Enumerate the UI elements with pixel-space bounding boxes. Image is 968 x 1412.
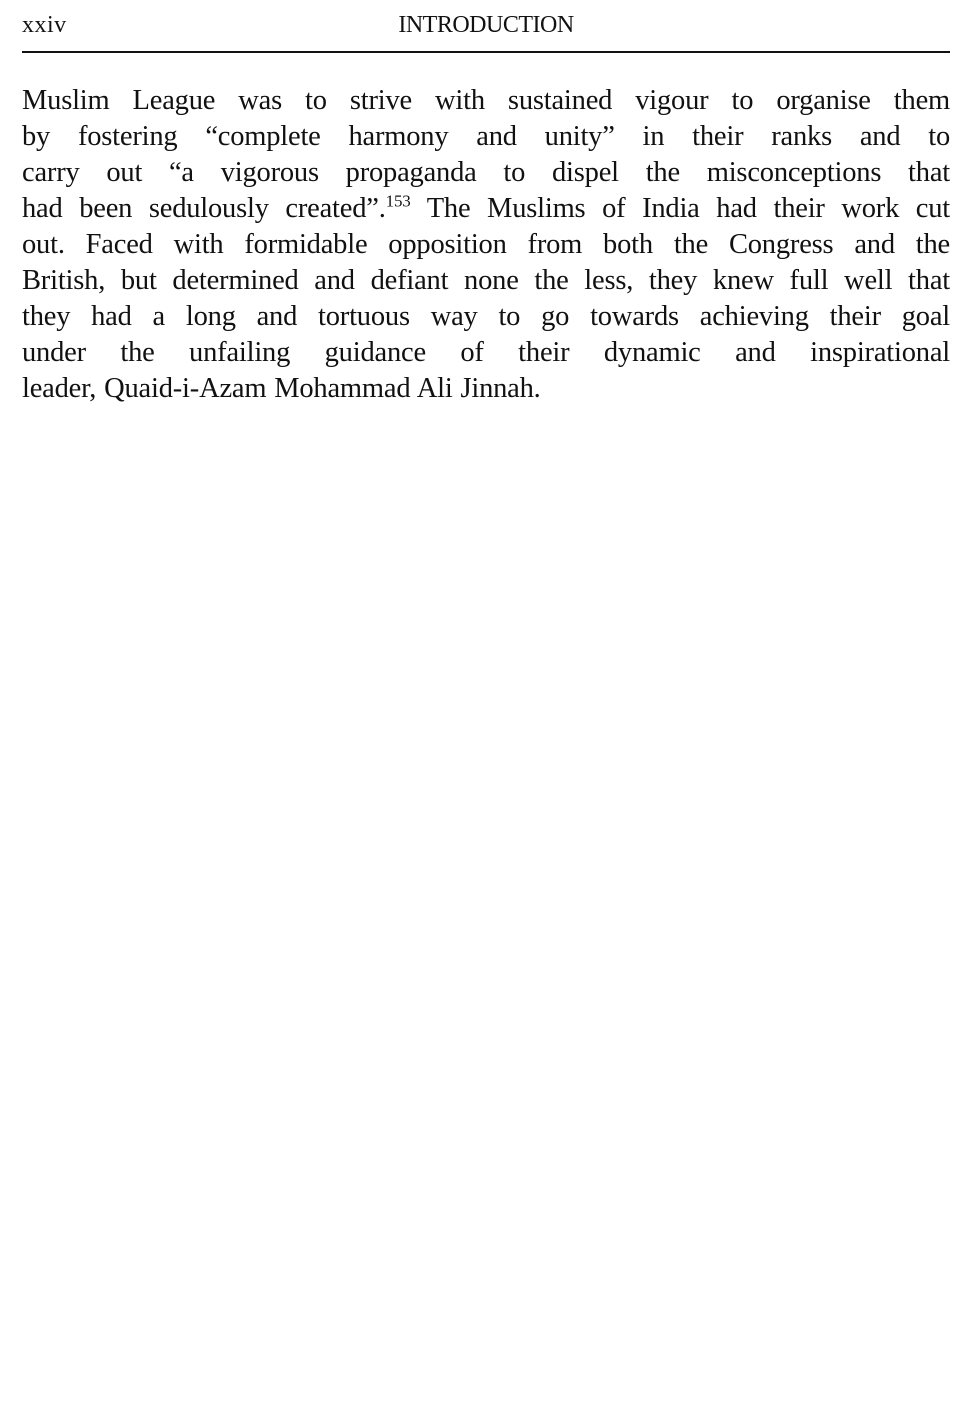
body-paragraph xyxy=(22,83,950,407)
page-number: xxiv xyxy=(22,12,67,38)
paragraph-line: Muslim League was to strive with sustained vigour to organise them xyxy=(22,85,950,116)
paragraph-line: carry out “a vigorous propaganda to dispel the misconceptions that xyxy=(22,157,950,188)
line-text: had been sedulously created”. xyxy=(22,193,386,224)
paragraph-line: under the unfailing guidance of their dynamic and inspirational xyxy=(22,337,950,368)
page-header xyxy=(22,10,950,44)
paragraph-line xyxy=(22,191,950,227)
header-rule xyxy=(22,51,950,53)
paragraph-line: out. Faced with formidable opposition from both the Congress and the xyxy=(22,229,950,260)
paragraph-line: leader, Quaid-i-Azam Mohammad Ali Jinnah. xyxy=(22,373,541,404)
line-text: The Muslims of India had their work cut xyxy=(410,193,950,224)
footnote-reference[interactable]: 153 xyxy=(385,191,411,211)
running-head: INTRODUCTION xyxy=(398,12,574,38)
paragraph-line: by fostering “complete harmony and unity” in their ranks and to xyxy=(22,121,950,152)
paragraph-line: they had a long and tortuous way to go towards achieving their goal xyxy=(22,301,950,332)
paragraph-line: British, but determined and defiant none the less, they knew full well that xyxy=(22,265,950,296)
